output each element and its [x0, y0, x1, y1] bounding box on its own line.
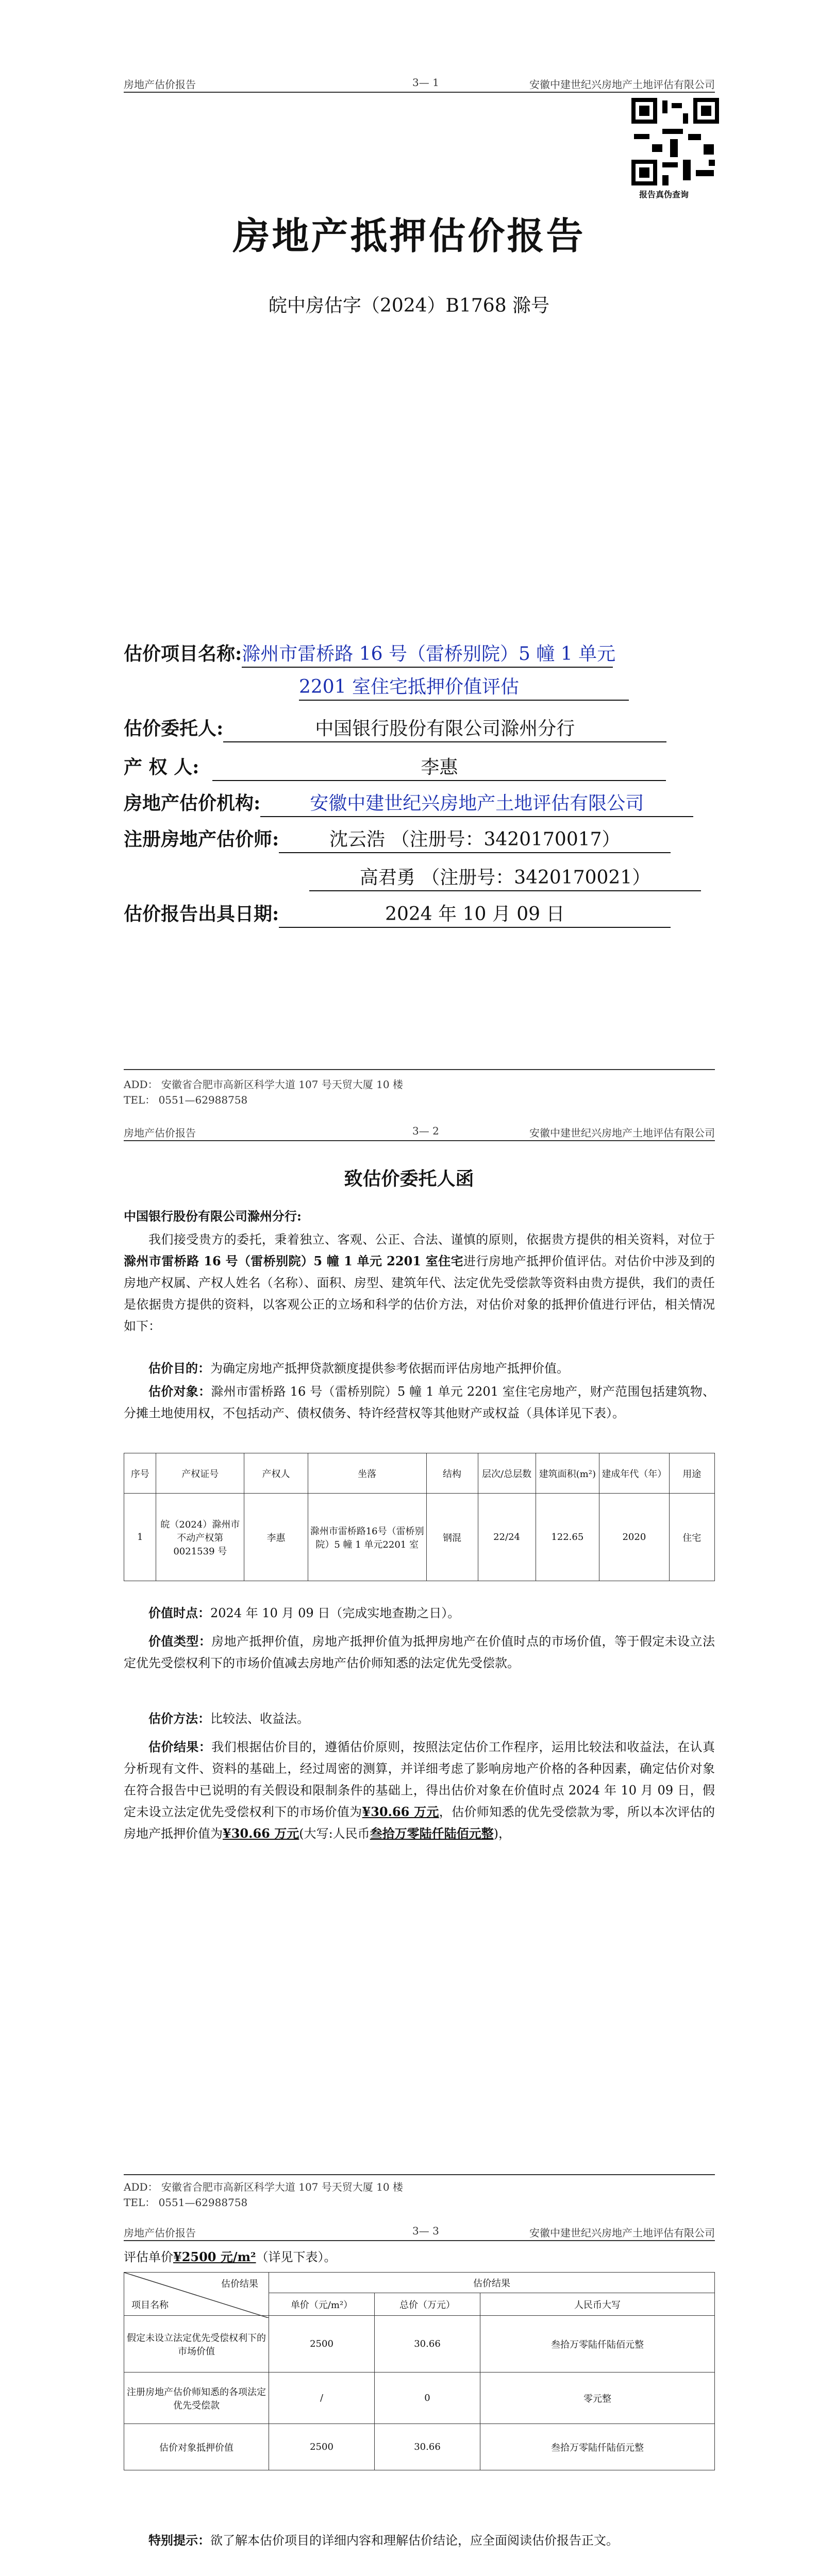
header-page-number: 3— 1: [412, 76, 439, 89]
special-label: 特别提示：: [148, 2533, 210, 2548]
page-header: [124, 2221, 715, 2239]
table-cell: 30.66: [375, 2316, 480, 2372]
header-right: 安徽中建世纪兴房地产土地评估有限公司: [529, 2227, 715, 2239]
object-label: 估价对象：: [148, 1384, 211, 1399]
group-header: 估价结果: [269, 2273, 715, 2293]
table-cell: 1: [124, 1494, 156, 1581]
table-row: [124, 2424, 715, 2470]
owner-row: [124, 755, 666, 781]
value-date-paragraph: [124, 1602, 715, 1624]
page-header: [124, 72, 715, 91]
result-text-g: )，: [493, 1826, 511, 1841]
table-cell: 0: [375, 2372, 480, 2424]
table-cell: 22/24: [478, 1494, 536, 1581]
page-header: [124, 1121, 715, 1139]
footer-tel: TEL： 0551—62988758: [124, 1094, 248, 1106]
col-header: 建筑面积(m²): [536, 1453, 599, 1494]
property-table: [124, 1453, 715, 1581]
header-item-label: 估价结果: [221, 2279, 258, 2290]
col-header: 用途: [669, 1453, 714, 1494]
letter-recipient: 中国银行股份有限公司滁州分行:: [124, 1209, 302, 1224]
col-header: 建成年代（年）: [599, 1453, 669, 1494]
header-rule: [124, 2240, 715, 2241]
appraiser-row: [124, 827, 671, 853]
col-header: 总价（万元）: [375, 2293, 480, 2316]
value-type-paragraph: [124, 1631, 715, 1674]
project-value-line2: 2201 室住宅抵押价值评估: [299, 675, 629, 701]
header-project-label: 项目名称: [131, 2300, 169, 2311]
letter-page: [0, 1121, 818, 2208]
org-value: 安徽中建世纪兴房地产土地评估有限公司: [260, 791, 693, 817]
mortgage-value: ¥30.66 万元: [223, 1826, 299, 1841]
col-header: 结构: [426, 1453, 478, 1494]
col-header: 产权证号: [156, 1453, 244, 1494]
client-row: [124, 716, 666, 742]
header-page-number: 3— 2: [412, 1125, 439, 1137]
project-row: [124, 641, 616, 668]
table-cell: 估价对象抵押价值: [124, 2424, 269, 2470]
header-left: 房地产估价报告: [124, 1127, 196, 1139]
col-header: 产权人: [244, 1453, 308, 1494]
client-value: 中国银行股份有限公司滁州分行: [223, 717, 666, 742]
object-text: 滁州市雷桥路 16 号（雷桥别院）5 幢 1 单元 2201 室住宅房地产，财产范围包括建筑物、分摊土地使用权，不包括动产、债权债务、特许经营权等其他财产或权益（具体详见下表）。: [124, 1384, 715, 1420]
unit-price-line: [124, 2246, 715, 2268]
valuation-table: [124, 2272, 715, 2470]
qr-caption: 报告真伪查询: [639, 190, 689, 199]
client-label: 估价委托人:: [124, 718, 224, 739]
p1-address: 滁州市雷桥路 16 号（雷桥别院）5 幢 1 单元 2201 室住宅: [124, 1253, 464, 1268]
header-left: 房地产估价报告: [124, 2227, 196, 2239]
footer-address: ADD： 安徽省合肥市高新区科学大道 107 号天贸大厦 10 楼: [124, 1078, 403, 1091]
col-header: 单价（元/m²）: [269, 2293, 375, 2316]
col-header: 坐落: [308, 1453, 426, 1494]
table-cell: 皖（2024）滁州市不动产权第0021539 号: [156, 1494, 244, 1581]
result-label: 估价结果：: [148, 1739, 212, 1754]
footer-address: ADD： 安徽省合肥市高新区科学大道 107 号天贸大厦 10 楼: [124, 2181, 403, 2193]
result-text-e: (大写:人民币: [299, 1826, 370, 1841]
result-paragraph: [124, 1736, 715, 1844]
unit-price-suffix: （详见下表）。: [256, 2250, 337, 2264]
method-text: 比较法、收益法。: [210, 1711, 309, 1726]
table-cell: 零元整: [480, 2372, 715, 2424]
market-value: ¥30.66 万元: [362, 1804, 439, 1819]
header-rule: [124, 92, 715, 93]
table-row: [124, 1494, 715, 1581]
col-header: 层次/总层数: [478, 1453, 536, 1494]
appraiser-label: 注册房地产估价师:: [124, 828, 279, 850]
appraiser-1: 沈云浩 （注册号：3420170017）: [279, 827, 671, 853]
cover-page: [0, 0, 818, 1106]
method-label: 估价方法：: [148, 1711, 210, 1726]
diagonal-header-cell: [124, 2273, 269, 2316]
p1-text-a: 我们接受贵方的委托，秉着独立、客观、公正、合法、谨慎的原则，依据贵方提供的相关资料，对位于: [148, 1232, 715, 1247]
owner-value: 李惠: [212, 755, 666, 781]
mortgage-value-words: 叁拾万零陆仟陆佰元整: [370, 1826, 494, 1841]
header-left: 房地产估价报告: [124, 78, 196, 91]
owner-label: 产 权 人:: [124, 756, 199, 778]
col-header: 序号: [124, 1453, 156, 1494]
purpose-paragraph: [124, 1358, 715, 1379]
header-right: 安徽中建世纪兴房地产土地评估有限公司: [529, 1127, 715, 1139]
object-paragraph: [124, 1381, 715, 1424]
report-number: 皖中房估字（2024）B1768 滁号: [268, 295, 550, 316]
table-row: [124, 2372, 715, 2424]
header-right: 安徽中建世纪兴房地产土地评估有限公司: [529, 78, 715, 91]
date-row: [124, 902, 671, 928]
p1-text-c: 进行房地产抵押价值评估。对估价中涉及到的房地产权属、产权人姓名（名称）、面积、房型、建筑年代、法定优先受偿款等资料由贵方提供，我们的责任是依据贵方提供的资料，以客观公正的立场和科学的估价方法，对估价对象的抵押价值进行评估，相关情况如下：: [124, 1254, 715, 1333]
project-label: 估价项目名称:: [124, 643, 242, 665]
table-cell: 住宅: [669, 1494, 714, 1581]
table-cell: 钢混: [426, 1494, 478, 1581]
result-text-c: ，估价师知悉的优先受偿款为零，所以本次评估的房地产抵押价值为: [124, 1805, 715, 1841]
table-cell: 2500: [269, 2316, 375, 2372]
purpose-text: 为确定房地产抵押贷款额度提供参考依据而评估房地产抵押价值。: [210, 1361, 569, 1376]
header-page-number: 3— 3: [412, 2225, 439, 2237]
project-value-line1: 滁州市雷桥路 16 号（雷桥别院）5 幢 1 单元: [242, 642, 613, 668]
table-cell: 滁州市雷桥路16号（雷桥别院）5 幢 1 单元2201 室: [308, 1494, 426, 1581]
summary-page: [0, 2221, 818, 2576]
date-value: 2024 年 10 月 09 日: [279, 902, 671, 928]
special-text: 欲了解本估价项目的详细内容和理解估价结论，应全面阅读估价报告正文。: [210, 2533, 619, 2548]
header-rule: [124, 1140, 715, 1141]
table-cell: 122.65: [536, 1494, 599, 1581]
unit-price-label: 评估单价: [124, 2250, 173, 2264]
table-cell: 假定未设立法定优先受偿权利下的市场价值: [124, 2316, 269, 2372]
footer-rule: [124, 2174, 715, 2175]
table-cell: 叁拾万零陆仟陆佰元整: [480, 2316, 715, 2372]
org-label: 房地产估价机构:: [124, 792, 261, 814]
purpose-label: 估价目的：: [148, 1361, 210, 1376]
org-row: [124, 791, 693, 817]
table-cell: 李惠: [244, 1494, 308, 1581]
table-cell: 2020: [599, 1494, 669, 1581]
value-date-text: 2024 年 10 月 09 日（完成实地查勘之日）。: [210, 1606, 460, 1620]
table-cell: 2500: [269, 2424, 375, 2470]
value-type-text: 房地产抵押价值，房地产抵押价值为抵押房地产在价值时点的市场价值，等于假定未设立法定优先受偿权利下的市场价值减去房地产估价师知悉的法定优先受偿款。: [124, 1634, 715, 1670]
result-text-a: 我们根据估价目的，遵循估价原则，按照法定估价工作程序，运用比较法和收益法，在认真分析现有文件、资料的基础上，经过周密的测算，并详细考虑了影响房地产价格的各种因素，确定估价对象在符合报告中已说明的有关假设和限制条件的基础上，得出估价对象在价值时点 2024 年 10 月 09 日，假定未设立法定优先受偿权利下的市场价值为: [124, 1740, 715, 1819]
col-header: 人民币大写: [480, 2293, 715, 2316]
qr-code-icon: [631, 98, 719, 185]
unit-price-value: ¥2500 元/m²: [173, 2249, 256, 2264]
special-note: [124, 2530, 715, 2551]
table-cell: /: [269, 2372, 375, 2424]
method-paragraph: [124, 1708, 715, 1730]
footer-tel: TEL： 0551—62988758: [124, 2196, 248, 2209]
table-cell: 叁拾万零陆仟陆佰元整: [480, 2424, 715, 2470]
table-row: [124, 2316, 715, 2372]
letter-paragraph-1: [124, 1229, 715, 1337]
report-title: 房地产抵押估价报告: [232, 214, 586, 258]
date-label: 估价报告出具日期:: [124, 903, 279, 925]
appraiser-2: 高君勇 （注册号：3420170021）: [309, 866, 701, 891]
value-date-label: 价值时点：: [148, 1605, 210, 1620]
table-cell: 注册房地产估价师知悉的各项法定优先受偿款: [124, 2372, 269, 2424]
footer-rule: [124, 1069, 715, 1070]
letter-title: 致估价委托人函: [344, 1168, 474, 1190]
value-type-label: 价值类型：: [148, 1634, 212, 1649]
table-cell: 30.66: [375, 2424, 480, 2470]
